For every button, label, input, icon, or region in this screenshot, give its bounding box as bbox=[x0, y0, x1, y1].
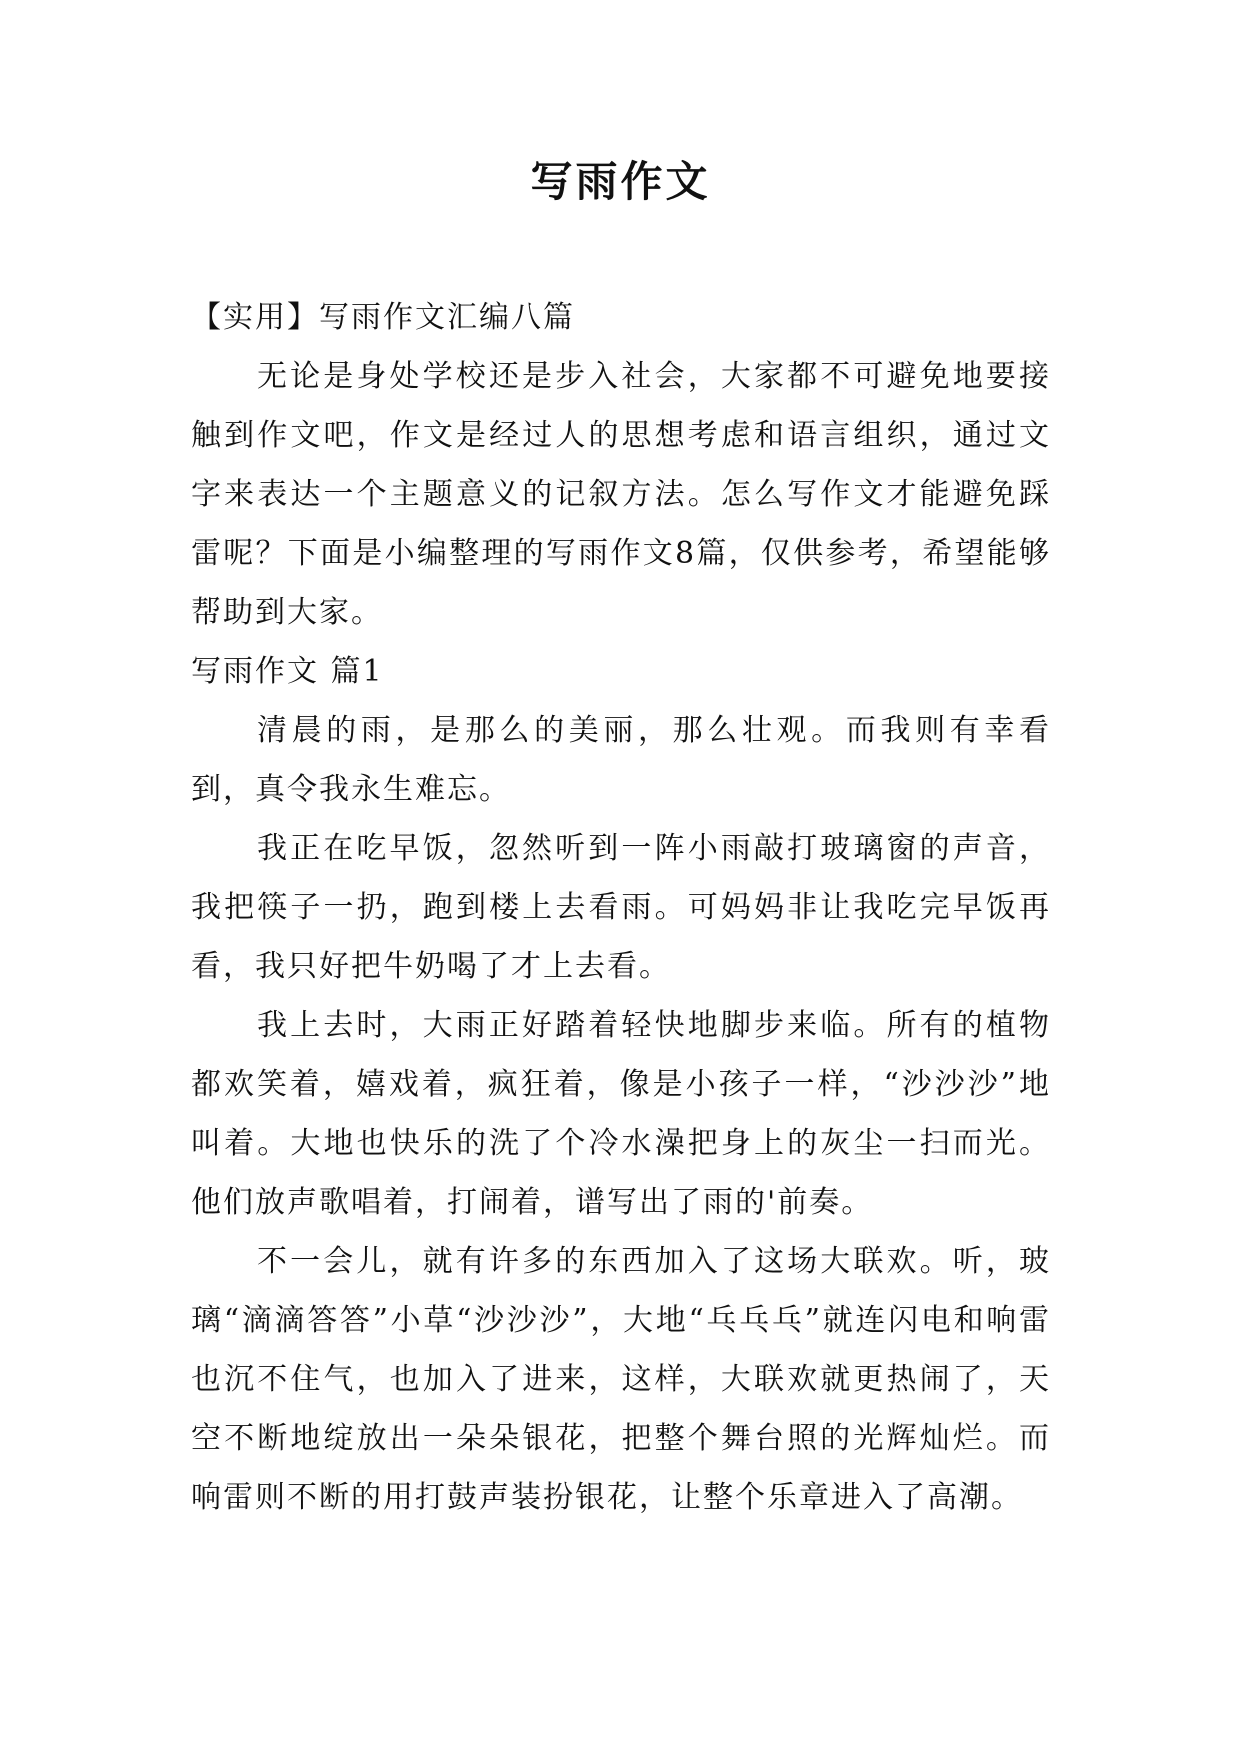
paragraph-4: 不一会儿，就有许多的东西加入了这场大联欢。听，玻璃“滴滴答答”小草“沙沙沙”，大地“乓乓乓”就连闪电和响雷也沉不住气，也加入了进来，这样，大联欢就更热闹了，天空不断地绽放出一朵朵银花，把整个舞台照的光辉灿烂。而响雷则不断的用打鼓声装扮银花，让整个乐章进入了高潮。 bbox=[191, 1244, 1051, 1515]
paragraph-3: 我上去时，大雨正好踏着轻快地脚步来临。所有的植物都欢笑着，嬉戏着，疯狂着，像是小孩子一样，“沙沙沙”地叫着。大地也快乐的洗了个冷水澡把身上的灰尘一扫而光。他们放声歌唱着，打闹着，谱写出了雨的'前奏。 bbox=[191, 1008, 1051, 1220]
document-title: 写雨作文 bbox=[530, 157, 711, 206]
paragraph-1: 清晨的雨，是那么的美丽，那么壮观。而我则有幸看到，真令我永生难忘。 bbox=[191, 713, 1051, 807]
section-heading: 写雨作文 篇1 bbox=[191, 654, 384, 689]
paragraph-2: 我正在吃早饭，忽然听到一阵小雨敲打玻璃窗的声音，我把筷子一扔，跑到楼上去看雨。可妈妈非让我吃完早饭再看，我只好把牛奶喝了才上去看。 bbox=[191, 831, 1051, 984]
intro-paragraph: 无论是身处学校还是步入社会，大家都不可避免地要接触到作文吧，作文是经过人的思想考虑和语言组织，通过文字来表达一个主题意义的记叙方法。怎么写作文才能避免踩雷呢？下面是小编整理的写雨作文8篇，仅供参考，希望能够帮助到大家。 bbox=[191, 359, 1051, 630]
document-subtitle: 【实用】写雨作文汇编八篇 bbox=[191, 300, 575, 335]
document-body bbox=[191, 288, 1051, 1527]
